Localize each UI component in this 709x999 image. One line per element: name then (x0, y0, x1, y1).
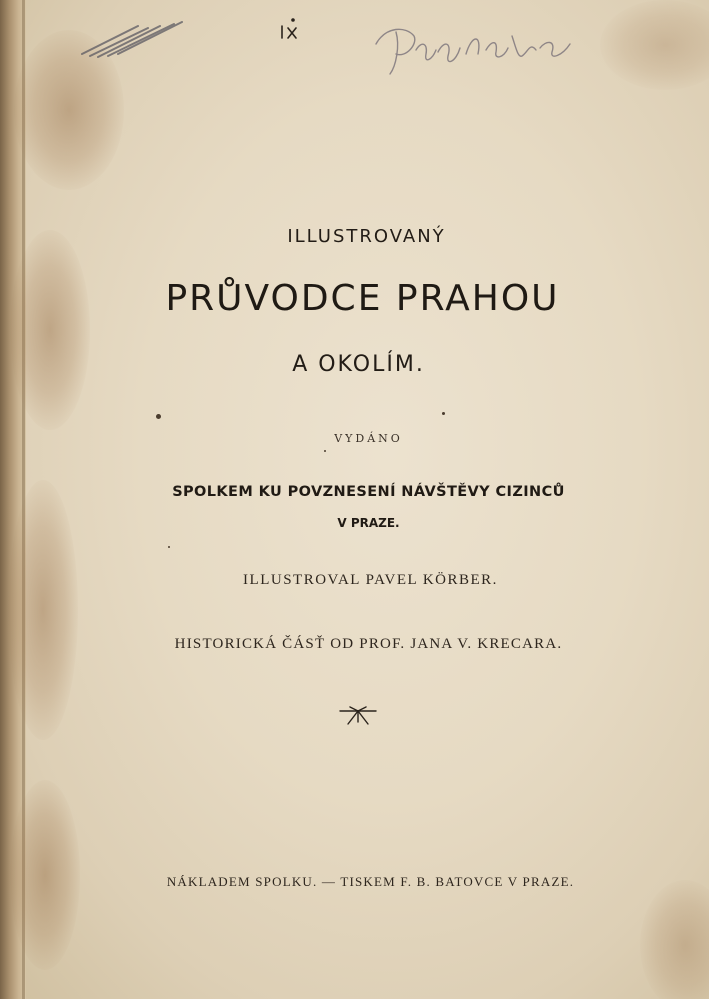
cover-vydano: VYDÁNO (334, 432, 403, 445)
ink-speck (168, 546, 170, 548)
age-stain (10, 230, 90, 430)
ink-speck (324, 450, 326, 452)
cover-subtitle: A OKOLÍM. (292, 352, 425, 377)
ink-speck (442, 412, 445, 415)
cover-publisher-line1: SPOLKEM KU POVZNESENÍ NÁVŠTĚVY CIZINCŮ (172, 484, 565, 500)
cover-imprint: NÁKLADEM SPOLKU. — TISKEM F. B. BATOVCE V PRAZE. (166, 874, 575, 889)
pencil-marks (78, 12, 188, 62)
age-stain (640, 880, 709, 999)
cover-title: PRŮVODCE PRAHOU (165, 278, 560, 319)
cover-illustrator: ILLUSTROVAL PAVEL KÖRBER. (243, 572, 498, 588)
cover-historical-part: HISTORICKÁ ČÁSŤ OD PROF. JANA V. KRECARA. (174, 636, 563, 652)
ink-mark (276, 18, 302, 44)
handwritten-signature (366, 14, 576, 84)
cover-publisher-line2: V PRAZE. (337, 516, 400, 530)
printer-ornament-icon (336, 704, 380, 728)
age-stain (600, 0, 709, 90)
ink-speck (156, 414, 161, 419)
cover-line-illustrovany: ILLUSTROVANÝ (287, 226, 446, 247)
